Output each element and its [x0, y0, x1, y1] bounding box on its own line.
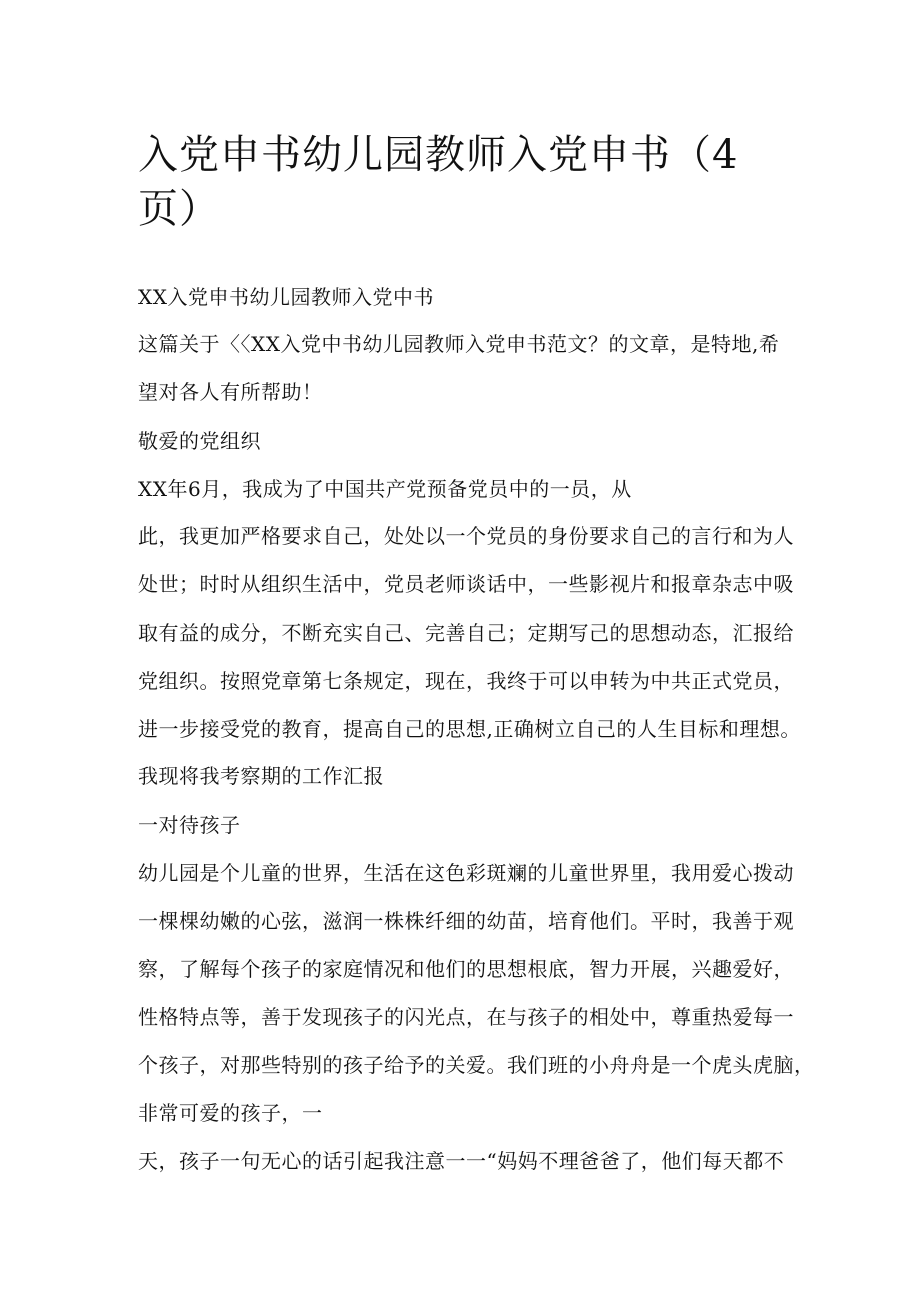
- body-line: 党组织。按照党章第七条规定，现在，我终于可以申转为中共正式党员，: [138, 669, 794, 693]
- body-line: 取有益的成分，不断充实自己、完善自己；定期写己的思想动态，汇报给: [138, 621, 794, 645]
- body-line: XX年6月，我成为了中国共产党预备党员中的一员，从: [138, 477, 632, 501]
- body-line: 处世；时时从组织生活中，党员老师谈话中，一些影视片和报章杂志中吸: [138, 572, 794, 596]
- subtitle-line: XX入党申书幼儿园教师入党中书: [138, 285, 434, 309]
- intro-line: 望对各人有所帮助！: [138, 380, 323, 404]
- body-line: 此，我更加严格要求自己，处处以一个党员的身份要求自己的言行和为人: [138, 524, 794, 548]
- body-line: 一棵棵幼嫩的心弦，滋润一株株纤细的幼苗，培育他们。平时，我善于观: [138, 909, 794, 933]
- body-line: 非常可爱的孩子，一: [138, 1101, 323, 1125]
- body-line: 个孩子，对那些特别的孩子给予的关爱。我们班的小舟舟是一个虎头虎脑，: [138, 1053, 815, 1077]
- title-line-2: 页）: [138, 186, 220, 232]
- salutation-line: 敬爱的党组织: [138, 429, 261, 453]
- section-heading: 一对待孩子: [138, 813, 241, 837]
- body-line: 察，了解每个孩子的家庭情况和他们的思想根底，智力开展，兴趣爱好，: [138, 957, 794, 981]
- body-line: 我现将我考察期的工作汇报: [138, 764, 384, 788]
- body-line: 天，孩子一句无心的话引起我注意一一“妈妈不理爸爸了，他们每天都不: [138, 1149, 785, 1173]
- body-line: 进一步接受党的教育，提高自己的思想,正确树立自己的人生目标和理想。: [138, 717, 801, 741]
- body-line: 幼儿园是个儿童的世界，生活在这色彩斑斓的儿童世界里，我用爱心拨动: [138, 861, 794, 885]
- document-title: [138, 128, 798, 236]
- title-line-1: 入党申书幼儿园教师入党申书（4: [138, 132, 739, 178]
- body-line: 性格特点等，善于发现孩子的闪光点，在与孩子的相处中，尊重热爱每一: [138, 1005, 794, 1029]
- intro-line: 这篇关于〈〈XX入党中书幼儿园教师入党申书范文？的文章，是特地,希: [138, 332, 780, 356]
